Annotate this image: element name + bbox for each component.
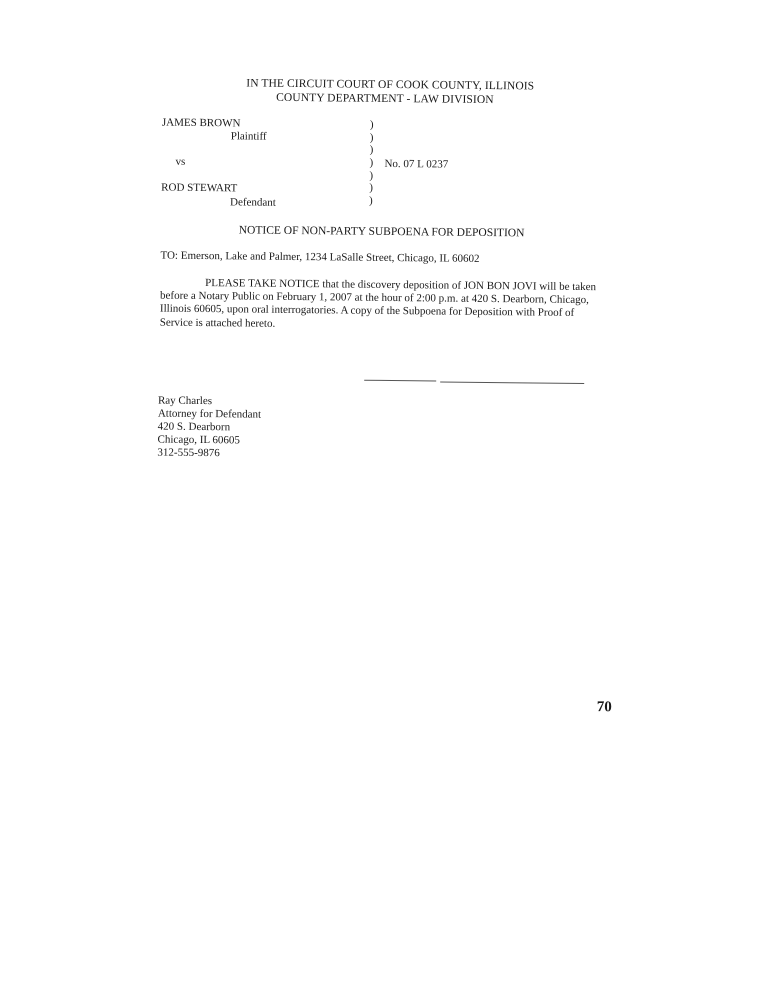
signature-line-left	[364, 380, 436, 382]
plaintiff-name: JAMES BROWN	[161, 116, 241, 130]
body-line-3: Illinois 60605, upon oral interrogatories. A copy of the Subpoena for Deposition with Proof of	[159, 302, 575, 319]
attorney-title: Attorney for Defendant	[157, 407, 262, 421]
attorney-city: Chicago, IL 60605	[157, 433, 241, 447]
page-number: 70	[596, 699, 612, 716]
attorney-name: Ray Charles	[157, 394, 213, 408]
caption-paren: )	[369, 144, 374, 157]
body-line-1: PLEASE TAKE NOTICE that the discovery deposition of JON BON JOVI will be taken	[205, 277, 597, 294]
caption-parentheses	[369, 119, 374, 208]
attorney-street: 420 S. Dearborn	[157, 420, 231, 434]
versus-label: vs	[175, 155, 186, 168]
body-line-2: before a Notary Public on February 1, 2007 at the hour of 2:00 p.m. at 420 S. Dearborn, Chicago,	[160, 289, 590, 307]
caption-paren: )	[369, 156, 374, 169]
defendant-name: ROD STEWART	[161, 181, 238, 195]
court-header-line1: IN THE CIRCUIT COURT OF COOK COUNTY, ILLINOIS	[246, 77, 535, 93]
case-number: No. 07 L 0237	[384, 157, 449, 171]
notice-title: NOTICE OF NON-PARTY SUBPOENA FOR DEPOSITION	[238, 224, 525, 240]
court-header-line2: COUNTY DEPARTMENT - LAW DIVISION	[276, 91, 494, 107]
caption-paren: )	[369, 194, 373, 207]
to-line: TO: Emerson, Lake and Palmer, 1234 LaSalle Street, Chicago, IL 60602	[160, 249, 480, 265]
caption-paren: )	[369, 131, 374, 144]
signature-line-right	[440, 382, 584, 385]
caption-paren: )	[369, 169, 374, 182]
defendant-role: Defendant	[229, 196, 276, 209]
caption-paren: )	[369, 118, 374, 131]
caption-paren: )	[369, 182, 373, 195]
plaintiff-role: Plaintiff	[230, 130, 267, 143]
body-line-4: Service is attached hereto.	[159, 316, 276, 330]
attorney-phone: 312-555-9876	[157, 446, 220, 460]
